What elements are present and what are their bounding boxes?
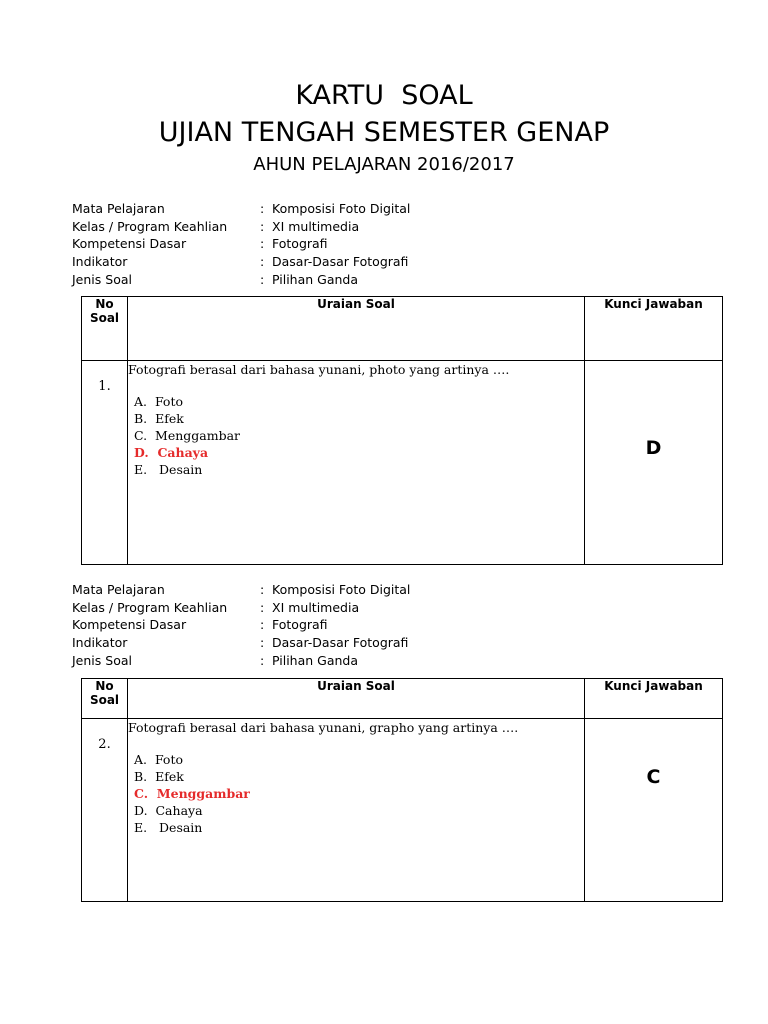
info-row-type — [72, 652, 572, 670]
card-title: KARTU SOAL — [295, 80, 473, 111]
column-header-answer-key: Kunci Jawaban — [585, 297, 723, 361]
info-colon: : — [260, 254, 265, 270]
info-value: Komposisi Foto Digital — [272, 201, 411, 216]
answer-key-cell — [585, 361, 723, 565]
info-label: Kelas / Program Keahlian — [72, 218, 228, 234]
info-colon: : — [260, 582, 265, 597]
info-colon: : — [260, 635, 265, 651]
option-e: E. Desain — [134, 462, 203, 477]
info-value: XI multimedia — [272, 218, 360, 234]
question-info-1 — [72, 200, 572, 288]
answer-key: C — [646, 766, 661, 788]
table-row — [82, 719, 723, 902]
option-b: B. Efek — [134, 769, 184, 784]
question-cell — [128, 719, 585, 902]
exam-title: UJIAN TENGAH SEMESTER GENAP — [158, 117, 610, 148]
option-e: E. Desain — [134, 820, 203, 835]
option-d: D. Cahaya — [134, 803, 203, 818]
info-colon: : — [260, 617, 265, 633]
question-number: 2. — [82, 719, 128, 902]
info-label: Kompetensi Dasar — [72, 617, 187, 633]
option-c-correct: C. Menggambar — [134, 786, 250, 801]
info-row-indicator — [72, 634, 572, 652]
info-label: Indikator — [72, 254, 128, 270]
question-card-1 — [81, 296, 723, 565]
info-value: Pilihan Ganda — [272, 652, 359, 668]
info-value: Fotografi — [272, 236, 328, 252]
column-header-no: No Soal — [82, 679, 128, 719]
column-header-no: No Soal — [82, 297, 128, 361]
info-value: Fotografi — [272, 617, 328, 633]
info-colon: : — [260, 652, 265, 668]
info-colon: : — [260, 218, 265, 234]
option-list — [128, 751, 584, 836]
academic-year: AHUN PELAJARAN 2016/2017 — [253, 154, 515, 175]
info-colon: : — [260, 201, 265, 216]
info-colon: : — [260, 236, 265, 252]
option-a: A. Foto — [134, 394, 184, 409]
info-label: Mata Pelajaran — [72, 201, 165, 216]
option-b: B. Efek — [134, 411, 184, 426]
option-a: A. Foto — [134, 752, 184, 767]
question-number: 1. — [82, 361, 128, 565]
column-header-question: Uraian Soal — [128, 297, 585, 361]
info-row-subject — [72, 581, 572, 599]
table-header-row — [82, 679, 723, 719]
info-label: Kelas / Program Keahlian — [72, 599, 228, 615]
table-row — [82, 361, 723, 565]
option-list — [128, 393, 584, 478]
info-label: Jenis Soal — [72, 271, 132, 287]
info-label: Indikator — [72, 635, 128, 651]
info-value: Pilihan Ganda — [272, 271, 359, 287]
question-text: Fotografi berasal dari bahasa yunani, grapho yang artinya …. — [128, 720, 519, 735]
info-colon: : — [260, 271, 265, 287]
question-info-2 — [72, 581, 572, 669]
info-value: Komposisi Foto Digital — [272, 582, 411, 597]
info-label: Mata Pelajaran — [72, 582, 165, 597]
column-header-answer-key: Kunci Jawaban — [585, 679, 723, 719]
info-row-class — [72, 599, 572, 617]
info-label: Jenis Soal — [72, 652, 132, 668]
question-cell — [128, 361, 585, 565]
info-row-competency — [72, 235, 572, 253]
info-colon: : — [260, 599, 265, 615]
question-card-2 — [81, 678, 723, 902]
info-value: XI multimedia — [272, 599, 360, 615]
option-d-correct: D. Cahaya — [134, 445, 209, 460]
info-row-subject — [72, 200, 572, 218]
info-row-indicator — [72, 253, 572, 271]
table-header-row — [82, 297, 723, 361]
answer-key-cell — [585, 719, 723, 902]
option-c: C. Menggambar — [134, 428, 241, 443]
column-header-question: Uraian Soal — [128, 679, 585, 719]
info-label: Kompetensi Dasar — [72, 236, 187, 252]
answer-key: D — [645, 436, 662, 459]
info-value: Dasar-Dasar Fotografi — [272, 254, 409, 270]
info-value: Dasar-Dasar Fotografi — [272, 635, 409, 651]
question-text: Fotografi berasal dari bahasa yunani, photo yang artinya …. — [128, 362, 510, 377]
info-row-competency — [72, 616, 572, 634]
info-row-class — [72, 218, 572, 236]
info-row-type — [72, 271, 572, 289]
